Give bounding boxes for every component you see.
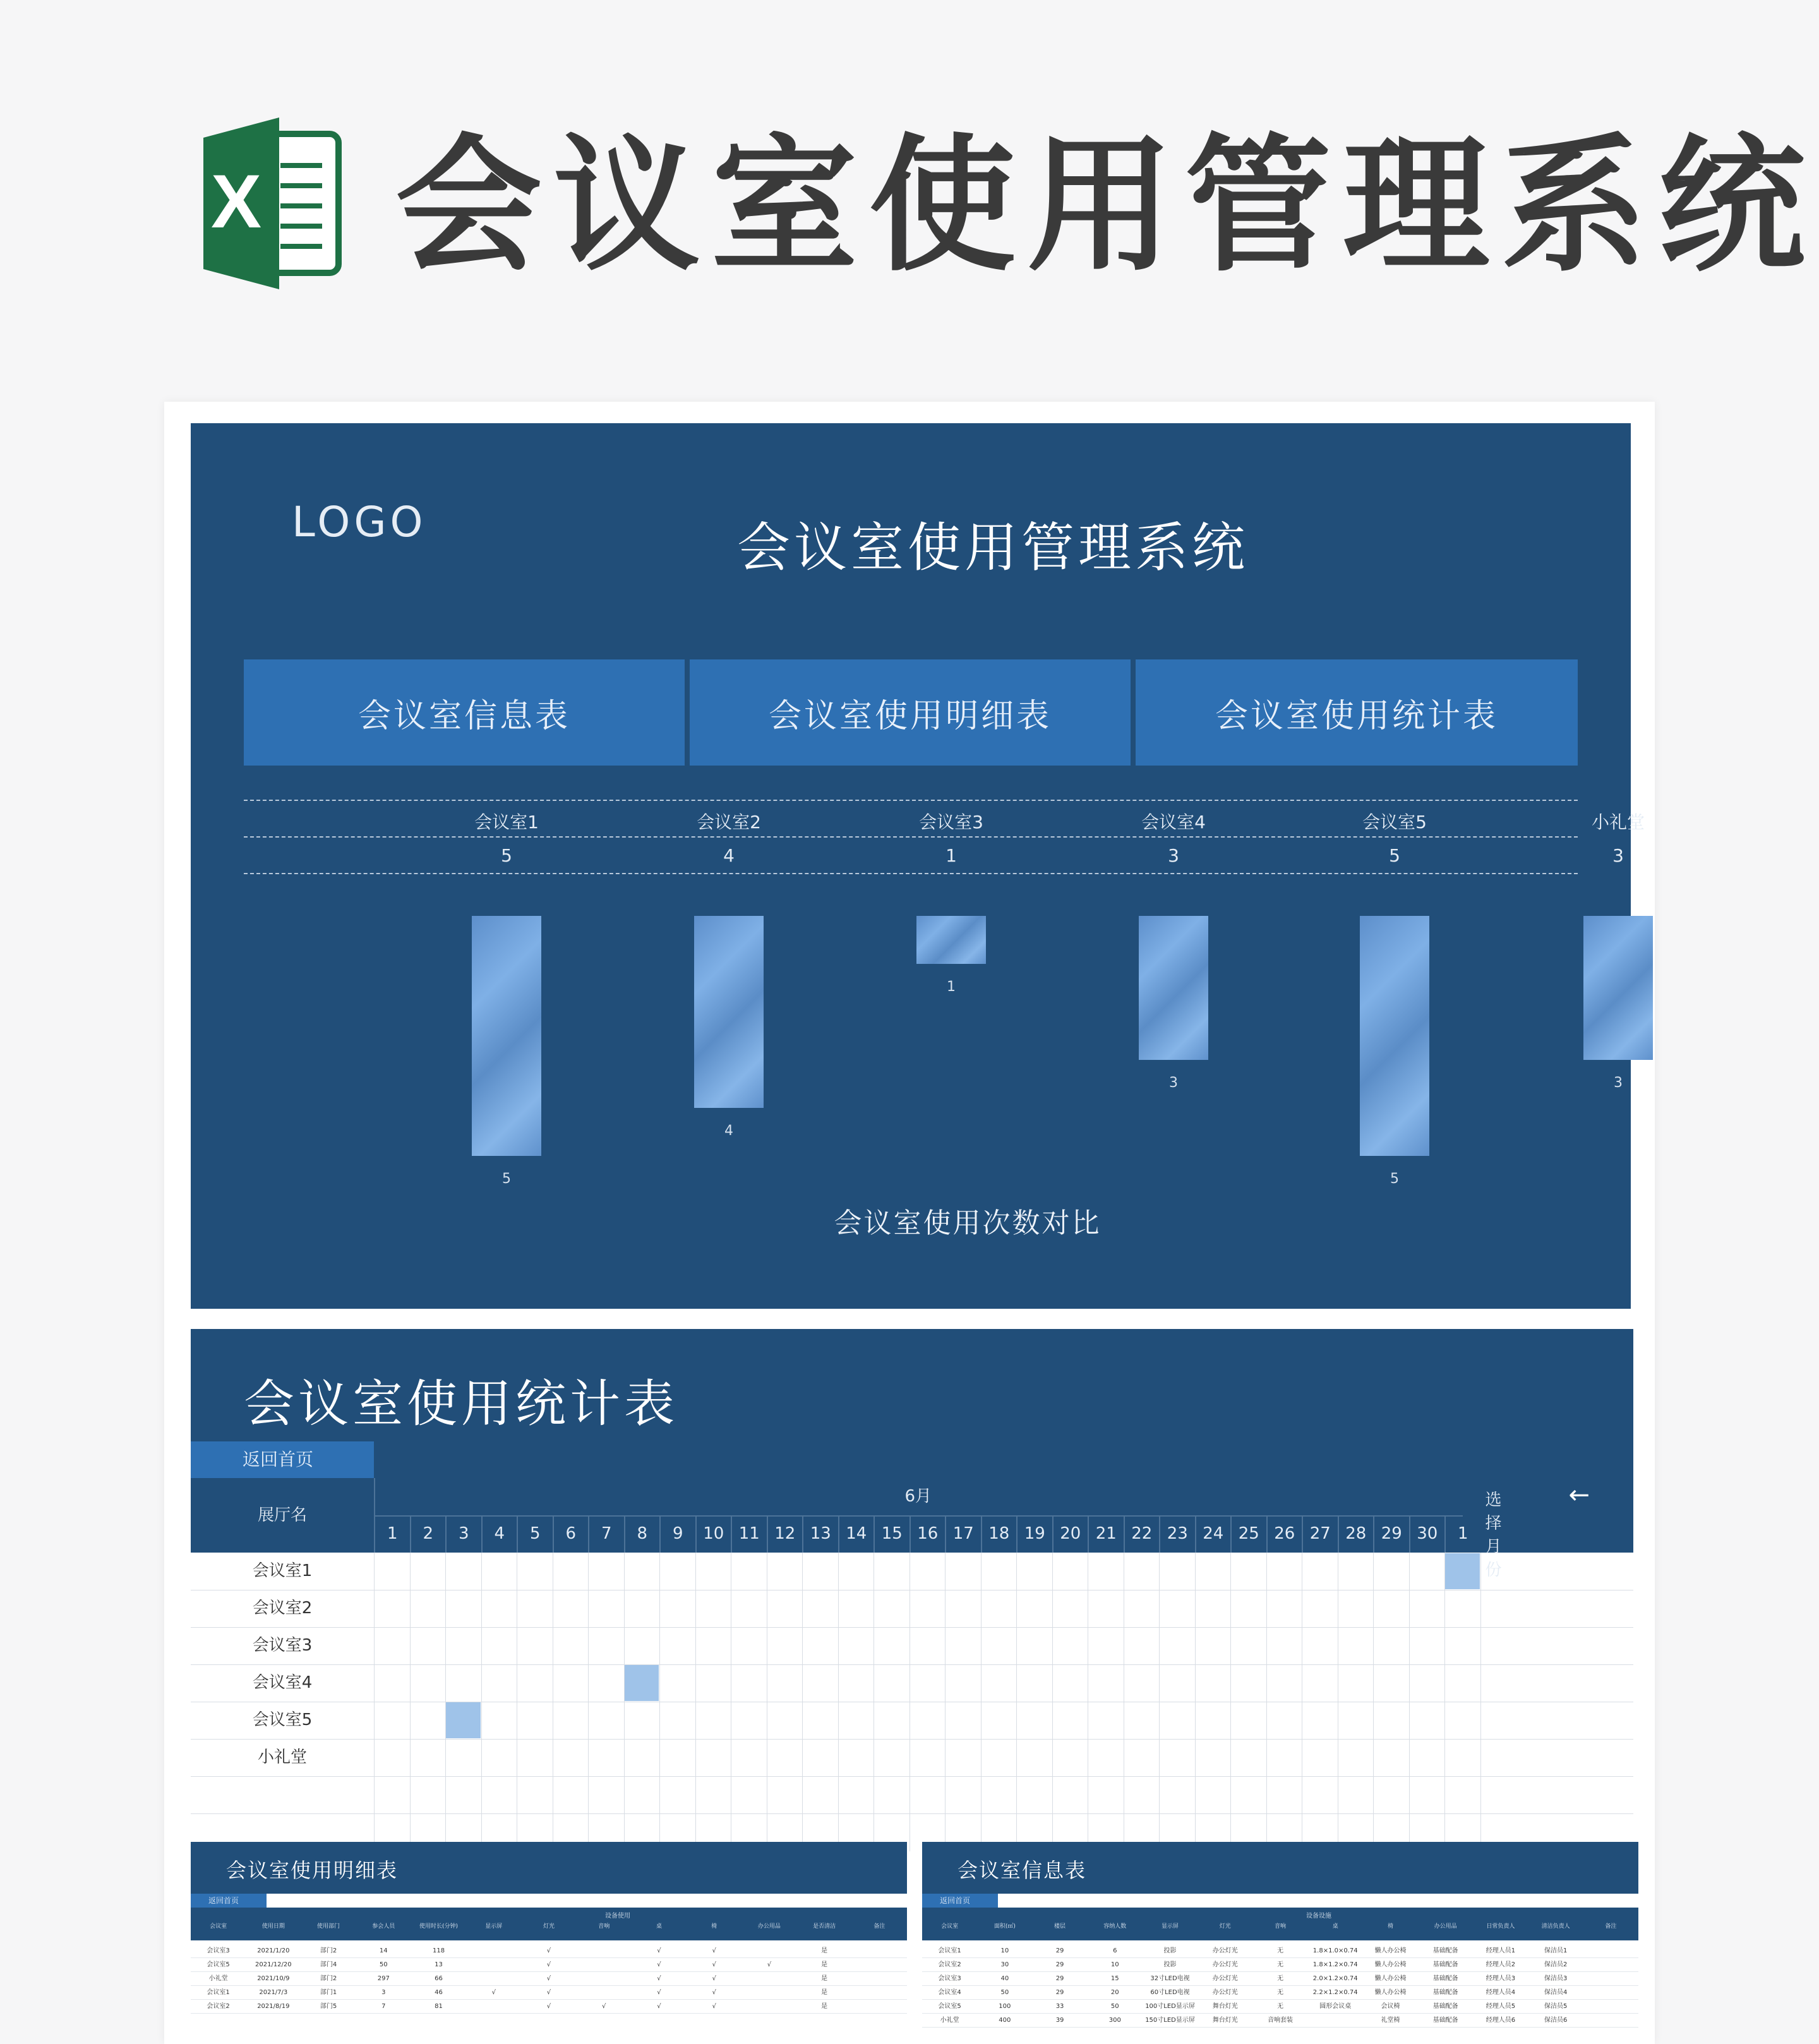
grid-col-line [1266, 1553, 1267, 1851]
table-cell: 10 [977, 1944, 1032, 1958]
group-header: 设备使用 [605, 1913, 630, 1920]
value-label: 5 [1389, 845, 1400, 866]
value-label: 5 [501, 845, 512, 866]
table-cell: 是 [797, 1958, 852, 1972]
room-name: 会议室2 [252, 1599, 313, 1618]
table-cell: 部门1 [301, 1986, 356, 2000]
table-cell [466, 2000, 521, 2014]
table-cell: 懒人办公椅 [1363, 1972, 1418, 1986]
table-cell: 39 [1032, 2014, 1087, 2028]
table-cell: 会议室3 [191, 1944, 246, 1958]
table-cell: 81 [411, 2000, 466, 2014]
table-cell: 是 [797, 2000, 852, 2014]
column-header: 显示屏 [485, 1923, 503, 1930]
table-cell: 100 [977, 2000, 1032, 2014]
column-header: 使用部门 [317, 1923, 340, 1930]
table-cell: 2.0×1.2×0.74 [1308, 1972, 1363, 1986]
table-cell [852, 2000, 907, 2014]
table-cell: 基础配备 [1418, 2014, 1473, 2028]
table-cell: 投影 [1143, 1958, 1198, 1972]
column-header: 灯光 [543, 1923, 555, 1930]
grid-row-line [191, 1627, 1633, 1628]
table-cell: 懒人办公椅 [1363, 1958, 1418, 1972]
day-header: 27 [1302, 1515, 1338, 1553]
column-header: 面积(㎡) [994, 1923, 1016, 1930]
day-header: 19 [1016, 1515, 1052, 1553]
column-header: 使用时长(分钟) [419, 1923, 459, 1930]
column-header: 容纳人数 [1103, 1923, 1127, 1930]
table-cell: 13 [411, 1958, 466, 1972]
table-cell: 29 [1032, 1944, 1087, 1958]
arrow-left-icon[interactable]: ← [1568, 1481, 1590, 1510]
bar [472, 916, 541, 1156]
info-title: 会议室信息表 [958, 1858, 1087, 1882]
day-header: 28 [1338, 1515, 1374, 1553]
category-label: 会议室2 [697, 812, 761, 833]
day-header: 4 [481, 1515, 517, 1553]
table-cell: √ [687, 1944, 741, 1958]
table-cell [852, 1972, 907, 1986]
table-cell: 会议室1 [191, 1986, 246, 2000]
table-cell: 2021/7/3 [246, 1986, 301, 2000]
table-cell: 无 [1252, 1958, 1307, 1972]
grid-col-line [1409, 1553, 1410, 1851]
table-cell: 部门5 [301, 2000, 356, 2014]
back-home-button[interactable]: 返回首页 [191, 1441, 374, 1478]
table-cell [466, 1958, 521, 1972]
table-cell: 办公灯光 [1198, 1986, 1252, 2000]
table-cell: 会议室5 [922, 2000, 977, 2014]
table-cell: 50 [1088, 2000, 1143, 2014]
table-cell: 无 [1252, 1972, 1307, 1986]
grid-row-line [191, 1813, 1633, 1814]
day-header: 2 [410, 1515, 446, 1553]
grid-col-line [1230, 1553, 1231, 1851]
table-cell: √ [632, 1944, 687, 1958]
grid-col-line [588, 1553, 589, 1851]
detail-table-thumbnail [191, 1842, 907, 2020]
table-cell: 6 [1088, 1944, 1143, 1958]
stats-title: 会议室使用统计表 [244, 1374, 678, 1433]
table-cell: 2021/12/20 [246, 1958, 301, 1972]
day-header: 22 [1124, 1515, 1160, 1553]
day-header: 21 [1088, 1515, 1124, 1553]
table-cell [852, 1986, 907, 2000]
column-header: 桌 [1332, 1923, 1338, 1930]
grid-col-line [624, 1553, 625, 1851]
table-cell: √ [521, 1972, 576, 1986]
table-cell: 基础配备 [1418, 2000, 1473, 2014]
bar-data-label: 3 [1169, 1075, 1178, 1091]
table-cell: 舞台灯光 [1198, 2014, 1252, 2028]
table-cell: 音响套装 [1252, 2014, 1307, 2028]
table-cell: √ [521, 1958, 576, 1972]
table-cell: √ [466, 1986, 521, 2000]
bar-data-label: 4 [724, 1123, 733, 1139]
day-header: 9 [659, 1515, 695, 1553]
table-cell: 小礼堂 [191, 1972, 246, 1986]
table-cell: 保洁员2 [1528, 1958, 1583, 1972]
column-header: 椅 [711, 1923, 717, 1930]
table-cell [852, 1958, 907, 1972]
category-label: 会议室4 [1141, 812, 1206, 833]
table-cell: √ [687, 1958, 741, 1972]
table-cell [466, 1972, 521, 1986]
grid-col-line [1373, 1553, 1374, 1851]
table-cell: 基础配备 [1418, 1986, 1473, 2000]
table-cell: 懒人办公椅 [1363, 1986, 1418, 2000]
value-label: 4 [723, 845, 735, 866]
table-cell: 经理人员4 [1473, 1986, 1528, 2000]
column-header: 显示屏 [1162, 1923, 1179, 1930]
table-cell: 33 [1032, 2000, 1087, 2014]
column-header: 椅 [1387, 1923, 1393, 1930]
day-header: 1 [1444, 1515, 1480, 1553]
table-cell: 46 [411, 1986, 466, 2000]
table-cell: 无 [1252, 2000, 1307, 2014]
table-cell [577, 1958, 632, 1972]
grid-col-line [374, 1553, 375, 1851]
table-cell: 舞台灯光 [1198, 2000, 1252, 2014]
table-cell: 15 [1088, 1972, 1143, 1986]
table-cell: 100寸LED显示屏 [1143, 2000, 1198, 2014]
table-cell [741, 2000, 796, 2014]
table-cell: √ [687, 1986, 741, 2000]
chart-title: 会议室使用次数对比 [834, 1207, 1102, 1239]
table-cell [577, 1972, 632, 1986]
grid-col-line [1480, 1553, 1481, 1851]
table-cell: 30 [977, 1958, 1032, 1972]
table-cell: 经理人员2 [1473, 1958, 1528, 1972]
day-header: 29 [1373, 1515, 1409, 1553]
info-back-button[interactable]: 返回首页 [922, 1894, 998, 1908]
day-header: 17 [945, 1515, 981, 1553]
table-cell: 部门2 [301, 1972, 356, 1986]
day-header: 1 [374, 1515, 410, 1553]
table-cell: 2021/10/9 [246, 1972, 301, 1986]
day-header: 12 [767, 1515, 803, 1553]
table-cell: 经理人员1 [1473, 1944, 1528, 1958]
table-cell: 办公灯光 [1198, 1972, 1252, 1986]
column-header: 会议室 [941, 1923, 959, 1930]
bar-chart [191, 423, 1631, 1309]
column-header: 音响 [598, 1923, 610, 1930]
usage-mark [1445, 1553, 1480, 1589]
column-header: 办公用品 [757, 1923, 781, 1930]
table-cell [1583, 1944, 1638, 1958]
day-header: 5 [517, 1515, 553, 1553]
table-cell [577, 1944, 632, 1958]
table-cell: 无 [1252, 1944, 1307, 1958]
table-cell: 经理人员5 [1473, 2000, 1528, 2014]
grid-col-line [981, 1553, 982, 1851]
table-cell: 保洁员6 [1528, 2014, 1583, 2028]
column-header: 备注 [1605, 1923, 1617, 1930]
column-header: 办公用品 [1434, 1923, 1457, 1930]
table-cell: 基础配备 [1418, 1958, 1473, 1972]
value-label: 3 [1168, 845, 1179, 866]
day-header: 26 [1266, 1515, 1302, 1553]
category-label: 会议室1 [474, 812, 539, 833]
excel-icon [198, 112, 342, 294]
table-cell: √ [687, 2000, 741, 2014]
column-header: 音响 [1274, 1923, 1286, 1930]
table-cell [1583, 2014, 1638, 2028]
day-header: 11 [731, 1515, 767, 1553]
bar-data-label: 1 [947, 979, 956, 995]
day-header: 10 [695, 1515, 731, 1553]
detail-header [191, 1842, 907, 1894]
table-cell: 60寸LED电视 [1143, 1986, 1198, 2000]
column-header: 楼层 [1054, 1923, 1066, 1930]
table-cell: 会议椅 [1363, 2000, 1418, 2014]
day-header: 24 [1195, 1515, 1231, 1553]
table-cell: 会议室4 [922, 1986, 977, 2000]
table-cell: 1.8×1.0×0.74 [1308, 1944, 1363, 1958]
grid-col-line [1159, 1553, 1160, 1851]
room-name: 会议室4 [252, 1673, 313, 1692]
logo: LOGO [292, 498, 427, 546]
bar [916, 916, 986, 964]
table-cell: 2.2×1.2×0.74 [1308, 1986, 1363, 2000]
bar [1583, 916, 1653, 1060]
day-header: 6 [553, 1515, 589, 1553]
table-cell: 部门2 [301, 1944, 356, 1958]
table-cell: 圆形会议桌 [1308, 2000, 1363, 2014]
table-cell: 小礼堂 [922, 2014, 977, 2028]
grid-col-line [1195, 1553, 1196, 1851]
table-cell: 礼堂椅 [1363, 2014, 1418, 2028]
grid-col-line [838, 1553, 839, 1851]
table-cell: 118 [411, 1944, 466, 1958]
table-cell: √ [521, 1944, 576, 1958]
table-cell: 保洁员4 [1528, 1986, 1583, 2000]
room-name: 会议室1 [252, 1561, 313, 1580]
table-cell [741, 1944, 796, 1958]
table-cell: 50 [356, 1958, 411, 1972]
grid-col-line [1444, 1553, 1445, 1851]
day-header: 25 [1230, 1515, 1266, 1553]
table-cell: 10 [1088, 1958, 1143, 1972]
bar-data-label: 5 [1390, 1171, 1399, 1187]
day-header: 3 [445, 1515, 481, 1553]
bar [1139, 916, 1208, 1060]
grid-col-line [1016, 1553, 1017, 1851]
day-header: 23 [1159, 1515, 1195, 1553]
bar [1360, 916, 1429, 1156]
table-cell: 办公灯光 [1198, 1958, 1252, 1972]
table-cell: 会议室1 [922, 1944, 977, 1958]
column-header: 使用日期 [261, 1923, 285, 1930]
grid-col-line [802, 1553, 803, 1851]
table-cell: 会议室2 [922, 1958, 977, 1972]
room-name: 会议室3 [252, 1636, 313, 1655]
value-label: 3 [1612, 845, 1624, 866]
table-cell: √ [741, 1958, 796, 1972]
table-cell: 297 [356, 1972, 411, 1986]
grid-col-line [481, 1553, 482, 1851]
table-cell: 是 [797, 1986, 852, 2000]
table-cell: 懒人办公椅 [1363, 1944, 1418, 1958]
table-cell: 14 [356, 1944, 411, 1958]
nav-button-room-info[interactable]: 会议室信息表 [244, 659, 685, 766]
table-cell [1583, 2000, 1638, 2014]
table-cell [852, 1944, 907, 1958]
dashboard-panel [191, 423, 1645, 1309]
room-name: 小礼堂 [257, 1748, 307, 1767]
table-cell: √ [521, 2000, 576, 2014]
usage-stats-section [191, 1329, 1633, 1834]
table-cell: √ [577, 2000, 632, 2014]
table-cell: 2021/1/20 [246, 1944, 301, 1958]
grid-row-line [191, 1664, 1633, 1665]
table-cell: 是 [797, 1972, 852, 1986]
info-header [922, 1842, 1638, 1894]
column-header: 参会人员 [372, 1923, 395, 1930]
table-cell: 400 [977, 2014, 1032, 2028]
table-cell: 无 [1252, 1986, 1307, 2000]
dashboard-title: 会议室使用管理系统 [736, 517, 1249, 579]
grid-row-line [191, 1739, 1633, 1740]
day-header: 18 [981, 1515, 1017, 1553]
table-cell [741, 1972, 796, 1986]
table-cell: 1.8×1.2×0.74 [1308, 1958, 1363, 1972]
bar [694, 916, 764, 1108]
table-cell: 经理人员6 [1473, 2014, 1528, 2028]
table-header [191, 1908, 907, 1940]
table-cell [1583, 1958, 1638, 1972]
category-label: 会议室5 [1362, 812, 1427, 833]
day-header: 14 [838, 1515, 874, 1553]
table-cell [466, 1944, 521, 1958]
room-name: 会议室5 [252, 1710, 313, 1729]
grid-col-line [873, 1553, 874, 1851]
table-header [922, 1908, 1638, 1940]
stats-header [191, 1329, 1633, 1478]
table-cell: 保洁员3 [1528, 1972, 1583, 1986]
table-cell: 66 [411, 1972, 466, 1986]
grid-col-line [659, 1553, 660, 1851]
column-header: 桌 [656, 1923, 662, 1930]
table-cell: 3 [356, 1986, 411, 2000]
hall-name-header: 展厅名 [191, 1478, 375, 1553]
table-cell: 7 [356, 2000, 411, 2014]
table-cell: 29 [1032, 1986, 1087, 2000]
table-cell: 经理人员3 [1473, 1972, 1528, 1986]
category-label: 小礼堂 [1591, 812, 1645, 833]
day-header: 8 [624, 1515, 660, 1553]
column-header: 会议室 [210, 1923, 227, 1930]
group-header: 设备设施 [1306, 1913, 1331, 1920]
table-cell: 29 [1032, 1972, 1087, 1986]
table-cell [577, 1986, 632, 2000]
nav-button-usage-stats[interactable]: 会议室使用统计表 [1136, 659, 1578, 766]
table-cell: 是 [797, 1944, 852, 1958]
table-cell: 办公灯光 [1198, 1944, 1252, 1958]
table-cell: 20 [1088, 1986, 1143, 2000]
bar-data-label: 5 [502, 1171, 511, 1187]
grid-col-line [695, 1553, 696, 1851]
column-header: 日常负责人 [1486, 1923, 1515, 1930]
table-cell: 保洁员1 [1528, 1944, 1583, 1958]
column-header: 备注 [873, 1923, 885, 1930]
table-cell: 300 [1088, 2014, 1143, 2028]
table-cell: 部门4 [301, 1958, 356, 1972]
table-cell [1583, 1986, 1638, 2000]
table-cell: 40 [977, 1972, 1032, 1986]
table-cell [741, 1986, 796, 2000]
grid-row-line [191, 1776, 1633, 1777]
table-cell: 会议室2 [191, 2000, 246, 2014]
table-cell: 基础配备 [1418, 1944, 1473, 1958]
bar-data-label: 3 [1614, 1075, 1623, 1091]
table-cell: 2021/8/19 [246, 2000, 301, 2014]
table-cell: 会议室5 [191, 1958, 246, 1972]
column-header: 清洁负责人 [1541, 1923, 1570, 1930]
usage-mark [625, 1665, 659, 1701]
day-header: 20 [1052, 1515, 1088, 1553]
table-cell: 基础配备 [1418, 1972, 1473, 1986]
info-table-thumbnail [922, 1842, 1638, 2024]
table-cell: 保洁员5 [1528, 2000, 1583, 2014]
day-header: 13 [802, 1515, 838, 1553]
table-cell: √ [632, 1986, 687, 2000]
table-cell: √ [687, 1972, 741, 1986]
day-header: 30 [1409, 1515, 1445, 1553]
table-cell: 29 [1032, 1958, 1087, 1972]
day-header: 15 [873, 1515, 910, 1553]
table-cell [1583, 1972, 1638, 1986]
table-cell: 投影 [1143, 1944, 1198, 1958]
value-label: 1 [946, 845, 957, 866]
table-cell: 150寸LED显示屏 [1143, 2014, 1198, 2028]
day-header: 7 [588, 1515, 624, 1553]
table-cell: 32寸LED电视 [1143, 1972, 1198, 1986]
table-cell: 50 [977, 1986, 1032, 2000]
table-cell: 会议室3 [922, 1972, 977, 1986]
detail-title: 会议室使用明细表 [226, 1858, 399, 1882]
table-cell: √ [632, 2000, 687, 2014]
category-label: 会议室3 [919, 812, 983, 833]
svg-text:X: X [210, 159, 262, 244]
column-header: 是否清洁 [813, 1923, 836, 1930]
nav-button-usage-detail[interactable]: 会议室使用明细表 [690, 659, 1131, 766]
grid-col-line [945, 1553, 946, 1851]
select-month-label[interactable]: 选择月份 [1485, 1491, 1502, 1580]
column-header: 灯光 [1219, 1923, 1231, 1930]
detail-back-button[interactable]: 返回首页 [191, 1894, 267, 1908]
usage-mark [446, 1702, 481, 1738]
table-cell: √ [632, 1972, 687, 1986]
day-header: 16 [910, 1515, 946, 1553]
page-title: 会议室使用管理系统 [395, 121, 1817, 291]
table-cell [1308, 2014, 1363, 2028]
table-cell: √ [521, 1986, 576, 2000]
table-cell: √ [632, 1958, 687, 1972]
grid-col-line [1052, 1553, 1053, 1851]
grid-col-line [410, 1553, 411, 1851]
month-header: 6月 [374, 1478, 1463, 1517]
